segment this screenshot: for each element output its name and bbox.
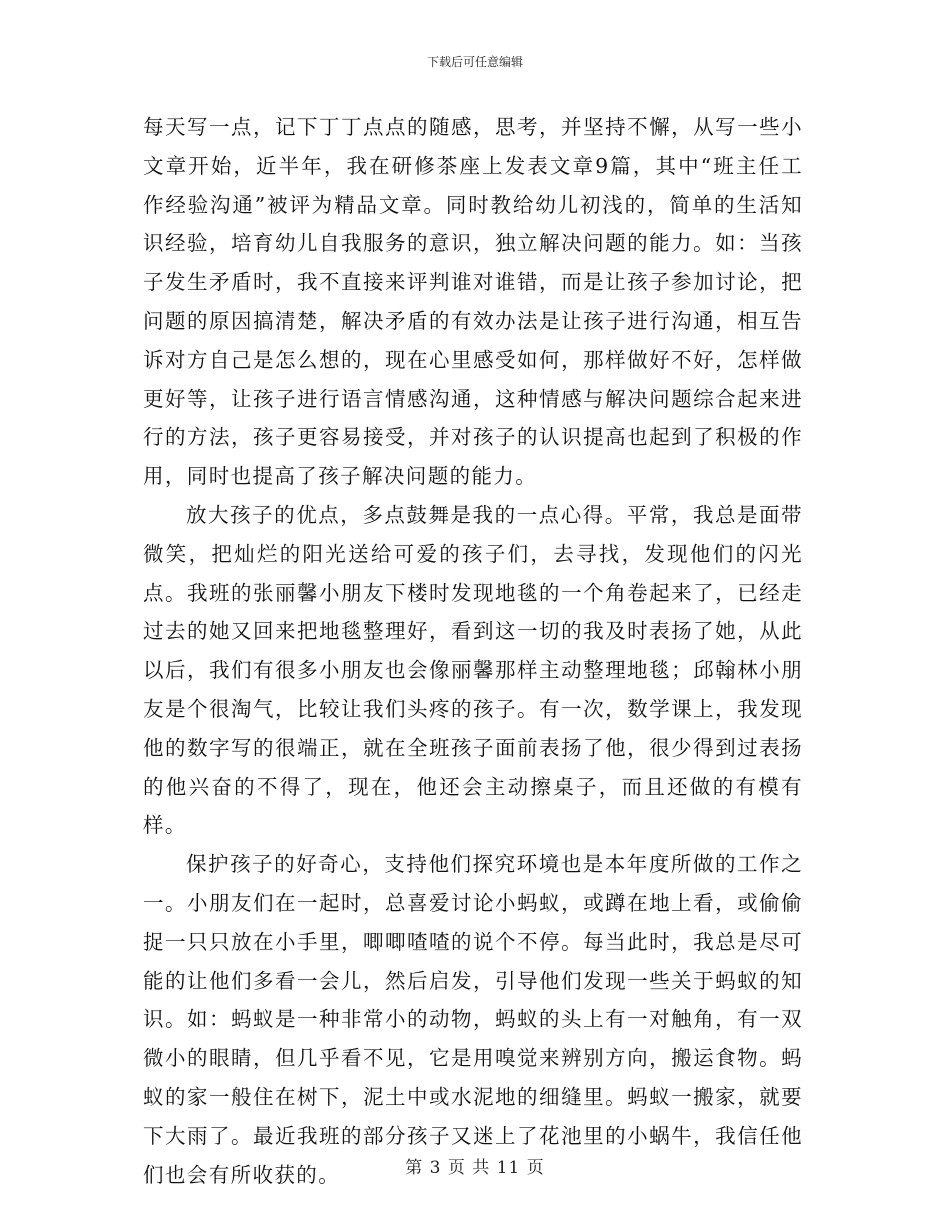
page-footer: 第 3 页 共 11 页: [405, 1158, 545, 1178]
document-body: [143, 108, 803, 1194]
paragraph-1: 每天写一点，记下丁丁点点的随感，思考，并坚持不懈，从写一些小文章开始，近半年，我在研修茶座上发表文章9篇，其中“班主任工作经验沟通”被评为精品文章。同时教给幼儿初浅的，简单的生活知识经验，培育幼儿自我服务的意识，独立解决问题的能力。如：当孩子发生矛盾时，我不直接来评判谁对谁错，而是让孩子参加讨论，把问题的原因搞清楚，解决矛盾的有效办法是让孩子进行沟通，相互告诉对方自己是怎么想的，现在心里感受如何，那样做好不好，怎样做更好等，让孩子进行语言情感沟通，这种情感与解决问题综合起来进行的方法，孩子更容易接受，并对孩子的认识提高也起到了积极的作用，同时也提高了孩子解决问题的能力。: [143, 115, 803, 489]
page-header: 下载后可任意编辑: [426, 55, 523, 69]
paragraph-3: 保护孩子的好奇心，支持他们探究环境也是本年度所做的工作之一。小朋友们在一起时，总喜爱讨论小蚂蚁，或蹲在地上看，或偷偷捉一只只放在小手里，唧唧喳喳的说个不停。每当此时，我总是尽可能的让他们多看一会儿，然后启发，引导他们发现一些关于蚂蚁的知识。如：蚂蚁是一种非常小的动物，蚂蚁的头上有一对触角，有一双微小的眼睛，但几乎看不见，它是用嗅觉来辨别方向，搬运食物。蚂蚁的家一般住在树下，泥土中或水泥地的细缝里。蚂蚁一搬家，就要下大雨了。最近我班的部分孩子又迷上了花池里的小蜗牛，我信任他们也会有所收获的。: [143, 852, 803, 1187]
paragraph-2: 放大孩子的优点，多点鼓舞是我的一点心得。平常，我总是面带微笑，把灿烂的阳光送给可爱的孩子们，去寻找，发现他们的闪光点。我班的张丽馨小朋友下楼时发现地毯的一个角卷起来了，已经走过去的她又回来把地毯整理好，看到这一切的我及时表扬了她，从此以后，我们有很多小朋友也会像丽馨那样主动整理地毯；邱翰林小朋友是个很淘气，比较让我们头疼的孩子。有一次，数学课上，我发现他的数字写的很端正，就在全班孩子面前表扬了他，很少得到过表扬的他兴奋的不得了，现在，他还会主动擦桌子，而且还做的有模有样。: [143, 502, 803, 838]
